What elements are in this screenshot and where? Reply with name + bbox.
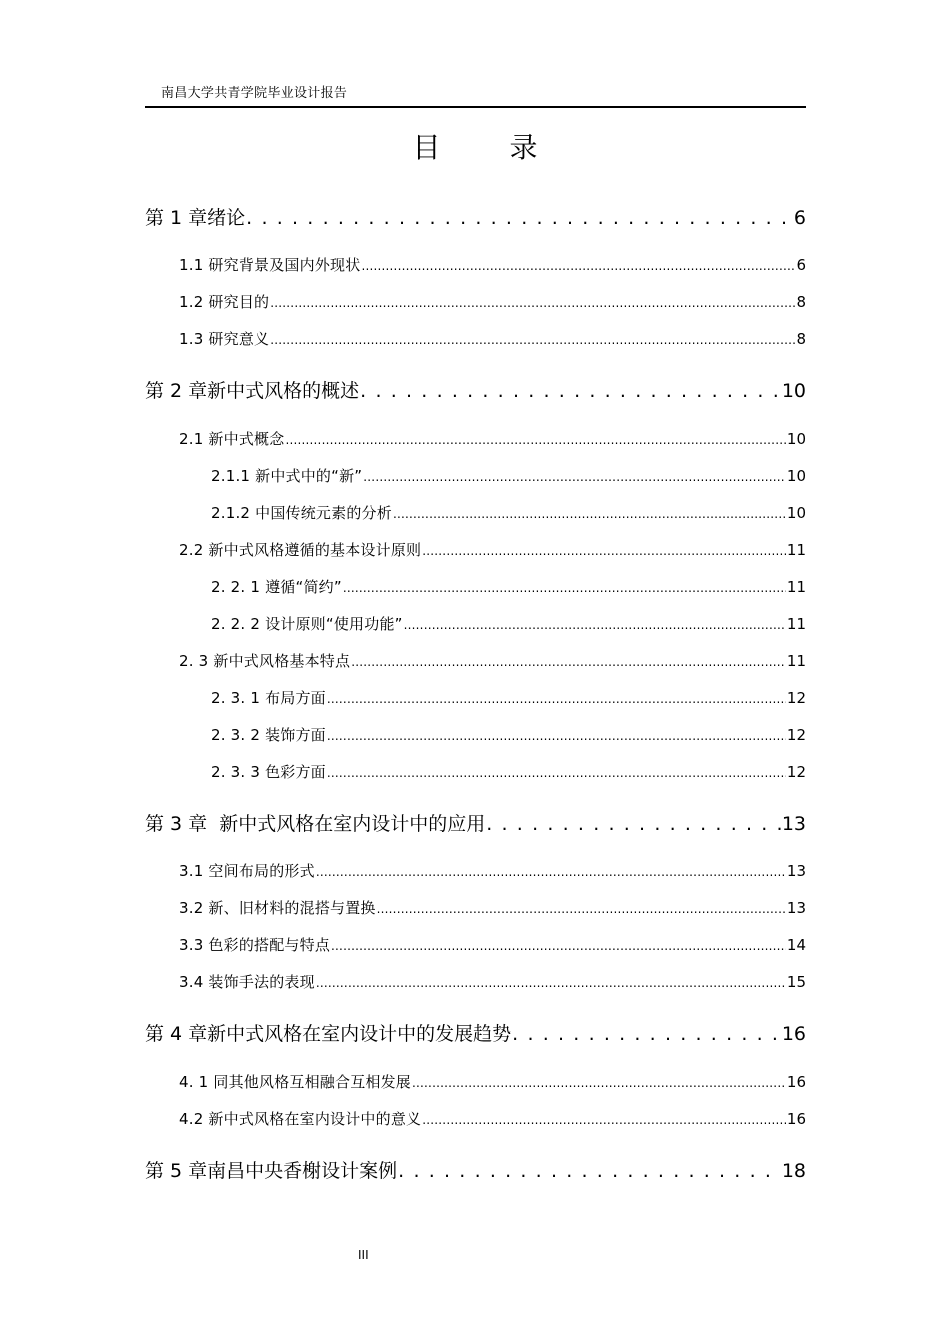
leader-dots	[361, 256, 795, 274]
toc-entry-page: 11	[786, 578, 806, 596]
leader-dots	[316, 862, 786, 880]
toc-entry-section[interactable]	[179, 934, 806, 958]
leader-dots	[327, 689, 786, 707]
toc-entry-label: 2. 3 新中式风格基本特点	[179, 652, 351, 670]
toc-entry-label: 第 5 章南昌中央香榭设计案例	[145, 1160, 398, 1182]
toc-entry-section[interactable]	[179, 291, 806, 315]
toc-entry-label: 2. 2. 1 遵循“简约”	[211, 578, 342, 596]
toc-entry-label: 第 3 章 新中式风格在室内设计中的应用	[145, 813, 486, 835]
toc-entry-page: 8	[796, 293, 806, 311]
leader-dots	[351, 652, 786, 670]
leader-dots	[398, 1160, 781, 1182]
leader-dots	[412, 1073, 786, 1091]
toc-entry-label: 2.2 新中式风格遵循的基本设计原则	[179, 541, 422, 559]
toc-entry-page: 13	[781, 813, 806, 835]
toc-entry-label: 3.2 新、旧材料的混搭与置换	[179, 899, 376, 917]
leader-dots	[377, 899, 786, 917]
toc-entry-page: 13	[786, 899, 806, 917]
page-number: III	[358, 1248, 369, 1262]
leader-dots	[270, 293, 795, 311]
leader-dots	[270, 330, 795, 348]
toc-entry-chapter-1[interactable]	[145, 203, 806, 233]
toc-entry-section[interactable]	[179, 254, 806, 278]
toc-entry-chapter-4[interactable]	[145, 1019, 806, 1049]
toc-entry-section[interactable]	[179, 539, 806, 563]
toc-entry-section[interactable]	[179, 428, 806, 452]
toc-entry-label: 第 4 章新中式风格在室内设计中的发展趋势	[145, 1023, 512, 1045]
toc-entry-label: 3.3 色彩的搭配与特点	[179, 936, 331, 954]
leader-dots	[393, 504, 786, 522]
leader-dots	[316, 973, 786, 991]
leader-dots	[327, 763, 786, 781]
toc-entry-subsection[interactable]	[211, 502, 806, 526]
leader-dots	[512, 1023, 781, 1045]
toc-entry-section[interactable]	[179, 328, 806, 352]
toc-entry-page: 11	[786, 615, 806, 633]
toc-entry-section[interactable]	[179, 650, 806, 674]
toc-entry-page: 13	[786, 862, 806, 880]
toc-entry-section[interactable]	[179, 897, 806, 921]
leader-dots	[486, 813, 781, 835]
toc-entry-label: 1.2 研究目的	[179, 293, 270, 311]
leader-dots	[422, 541, 786, 559]
toc-entry-page: 10	[781, 380, 806, 402]
leader-dots	[422, 1110, 786, 1128]
toc-entry-subsection[interactable]	[211, 613, 806, 637]
toc-entry-label: 4.2 新中式风格在室内设计中的意义	[179, 1110, 422, 1128]
toc-entry-page: 10	[786, 430, 806, 448]
leader-dots	[327, 726, 786, 744]
toc-entry-page: 18	[781, 1160, 806, 1182]
toc-entry-page: 10	[786, 504, 806, 522]
toc-entry-page: 6	[796, 256, 806, 274]
toc-title: 目 录	[412, 131, 568, 164]
toc-entry-label: 2.1 新中式概念	[179, 430, 285, 448]
toc-entry-label: 2.1.2 中国传统元素的分析	[211, 504, 392, 522]
toc-entry-label: 4. 1 同其他风格互相融合互相发展	[179, 1073, 411, 1091]
toc-entry-label: 第 2 章新中式风格的概述	[145, 380, 360, 402]
toc-entry-section[interactable]	[179, 971, 806, 995]
toc-entry-label: 2. 2. 2 设计原则“使用功能”	[211, 615, 403, 633]
toc-entry-label: 3.1 空间布局的形式	[179, 862, 315, 880]
toc-entry-page: 11	[786, 541, 806, 559]
toc-entry-page: 8	[796, 330, 806, 348]
toc-entry-subsection[interactable]	[211, 465, 806, 489]
toc-entry-subsection[interactable]	[211, 724, 806, 748]
toc-entry-page: 12	[786, 689, 806, 707]
toc-entry-section[interactable]	[179, 860, 806, 884]
toc-entry-label: 第 1 章绪论	[145, 207, 246, 229]
leader-dots	[360, 380, 781, 402]
toc-entry-label: 2. 3. 1 布局方面	[211, 689, 326, 707]
toc-entry-page: 16	[786, 1073, 806, 1091]
toc-entry-label: 2. 3. 3 色彩方面	[211, 763, 326, 781]
toc-entry-subsection[interactable]	[211, 687, 806, 711]
toc-entry-label: 2. 3. 2 装饰方面	[211, 726, 326, 744]
toc-entry-page: 11	[786, 652, 806, 670]
leader-dots	[404, 615, 786, 633]
toc-entry-page: 15	[786, 973, 806, 991]
toc-entry-page: 16	[786, 1110, 806, 1128]
toc-entry-page: 12	[786, 763, 806, 781]
leader-dots	[331, 936, 786, 954]
header-title: 南昌大学共青学院毕业设计报告	[161, 86, 348, 101]
toc-entry-chapter-3[interactable]	[145, 809, 806, 839]
leader-dots	[246, 207, 793, 229]
toc-entry-page: 16	[781, 1023, 806, 1045]
leader-dots	[285, 430, 785, 448]
toc-entry-label: 1.3 研究意义	[179, 330, 270, 348]
toc-entry-subsection[interactable]	[211, 761, 806, 785]
toc-entry-section[interactable]	[179, 1071, 806, 1095]
toc-entry-subsection[interactable]	[211, 576, 806, 600]
toc-entry-label: 2.1.1 新中式中的“新”	[211, 467, 363, 485]
toc-entry-page: 12	[786, 726, 806, 744]
toc-entry-label: 1.1 研究背景及国内外现状	[179, 256, 361, 274]
leader-dots	[343, 578, 786, 596]
toc-entry-label: 3.4 装饰手法的表现	[179, 973, 315, 991]
toc-entry-page: 10	[786, 467, 806, 485]
toc-entry-page: 14	[786, 936, 806, 954]
toc-entry-page: 6	[793, 207, 806, 229]
toc-entry-chapter-5[interactable]	[145, 1156, 806, 1186]
page-header	[145, 80, 806, 108]
toc-entry-chapter-2[interactable]	[145, 376, 806, 406]
toc-entry-section[interactable]	[179, 1108, 806, 1132]
leader-dots	[363, 467, 786, 485]
